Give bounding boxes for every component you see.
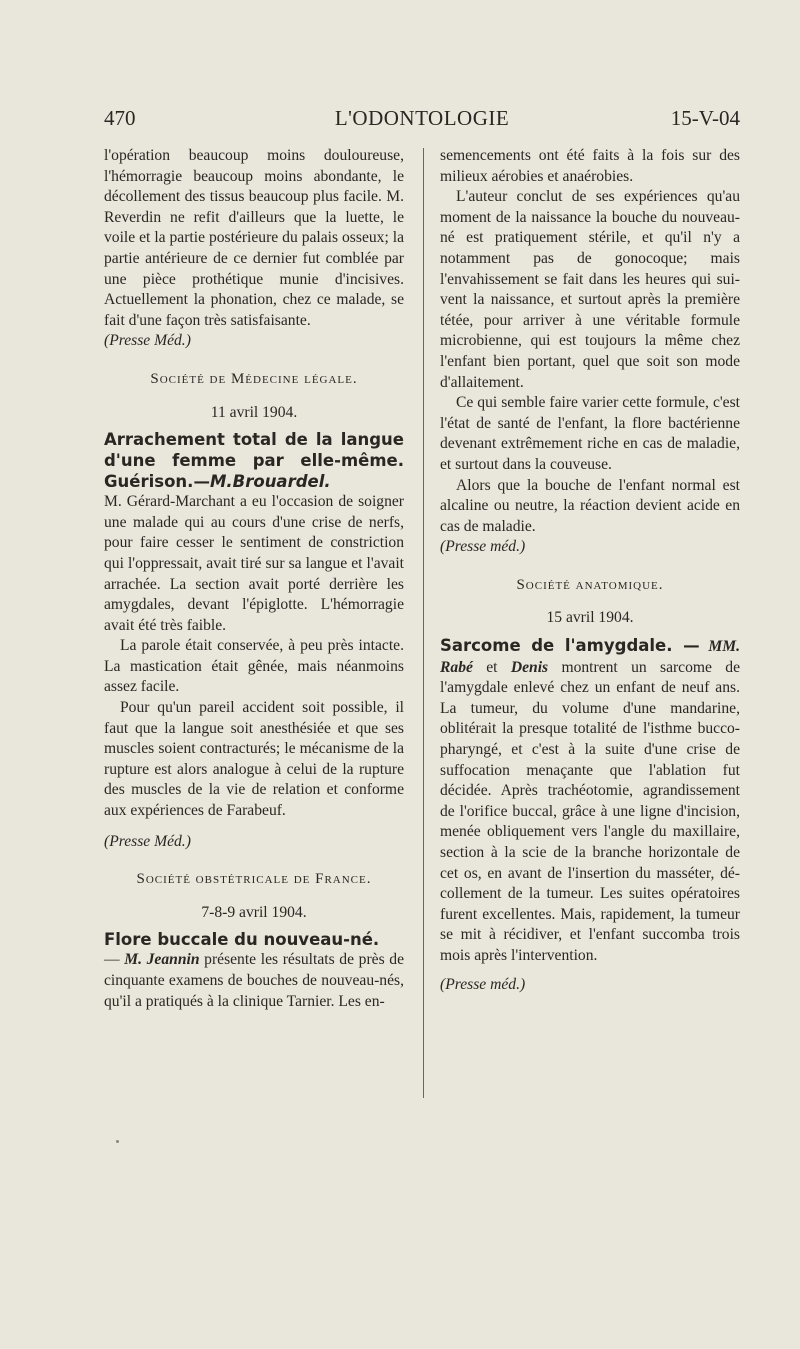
source-citation: (Presse Méd.) bbox=[104, 832, 191, 850]
column-divider bbox=[423, 148, 424, 1098]
source-citation: (Presse méd.) bbox=[440, 975, 526, 993]
journal-title: L'ODONTOLOGIE bbox=[334, 106, 510, 130]
paragraph: L'auteur conclut de ses expériences qu'au moment de la naissance la bouche du nouveau-né est pratiquement stérile, et qu'il n'y a notamment pas de gonocoque; mais l'envahissement se fait dans les heures qui suivent la naissance, et surtout après la première tétée, pour arriver à une véritable formule microbienne, qui est toujours la même chez l'enfant bien portant, quel que soit son mode d'allaitement. bbox=[440, 188, 740, 391]
article-title: Flore buccale du nouveau-né. bbox=[104, 930, 380, 950]
session-date: 15 avril 1904. bbox=[546, 609, 634, 627]
paragraph: semencements ont été faits à la fois sur des milieux aérobies et anaérobies. bbox=[440, 147, 740, 185]
author-name: M.Brouardel. bbox=[209, 472, 331, 492]
session-date: 11 avril 1904. bbox=[210, 403, 298, 421]
author-name: MM. Rabé bbox=[440, 638, 740, 676]
page-number: 470 bbox=[104, 106, 136, 130]
society-heading: Société obstétricale de France. bbox=[136, 871, 372, 888]
paragraph: Alors que la bouche de l'enfant normal est alcaline ou neutre, la réaction devient acide en cas de maladie. bbox=[440, 476, 740, 535]
paragraph: M. Gérard-Marchant a eu l'occasion de soigner une malade qui au cours d'une crise de nerfs, pour faire cesser le sentiment de constriction qui l'oppressait, avait tiré sur sa langue et l'avait arrachée. La section avait porté derrière les amygdales, devant l'épiglotte. L'hémorragie avait été très faible. bbox=[104, 493, 404, 634]
source-citation: (Presse méd.) bbox=[440, 538, 526, 556]
source-citation: (Presse Méd.) bbox=[104, 332, 191, 350]
issue-date: 15-V-04 bbox=[670, 106, 740, 130]
page-header bbox=[104, 106, 740, 136]
article-title: Sarcome de l'amygdale. — bbox=[440, 636, 700, 656]
article-title: Arrachement total de la langue d'une femme par elle-même. Guérison.—M.Brouardel. bbox=[104, 430, 404, 492]
paragraph: La parole était conservée, à peu près intacte. La mastication était gênée, mais néanmoins assez facile. bbox=[104, 637, 404, 696]
print-speck bbox=[116, 1140, 119, 1143]
paragraph: Sarcome de l'amygdale. — MM. Rabé et Denis montrent un sarcome de l'amygdale enlevé chez un enfant de neuf ans. La tumeur, du volume d'une mandarine, oblitérait la presque totalité de l'isthme bucco-pharyngé, et c'est à la suite d'une crise de suffocation menaçante que l'ablation fut décidée. Après trachéotomie, agrandissement de l'orifice buccal, grâce à une ligne d'incision, menée obliquement vers l'angle du maxillaire, section à la scie de la branche horizontale de cet os, en avant de l'insertion du masséter, décollement de la tumeur. Les suites opératoires furent excellentes. Mais, rapidement, la tumeur se mit à récidiver, et l'enfant succomba trois mois après l'intervention. bbox=[440, 636, 740, 964]
paragraph: l'opération beaucoup moins douloureuse, l'hémorragie beaucoup moins abondante, le décollement des tissus beaucoup plus facile. M. Reverdin ne refit d'ailleurs que la luette, le voile et la partie postérieure du palais osseux; la partie antérieure de ce dernier fut comblée par une pièce prothétique munie d'incisives. Actuellement la phonation, chez ce malade, se fait d'une façon très satisfaisante. bbox=[104, 147, 404, 329]
paragraph: Ce qui semble faire varier cette formule, c'est l'état de santé de l'enfant, la flore bactérienne devenant extrêmement riche en cas de maladie, et surtout dans la couveuse. bbox=[440, 394, 740, 473]
paragraph: Pour qu'un pareil accident soit possible, il faut que la langue soit anesthésiée et que ses muscles soient contracturés; le mécanisme de la rupture est alors analogue à celui de la rupture des muscles de la vie de relation et conforme aux expériences de Farabeuf. bbox=[104, 699, 404, 820]
author-name: Denis bbox=[510, 658, 549, 676]
left-column bbox=[104, 146, 404, 1012]
right-column bbox=[440, 146, 740, 995]
society-heading: Société anatomique. bbox=[516, 576, 664, 593]
session-date: 7-8-9 avril 1904. bbox=[201, 903, 307, 921]
society-heading: Société de Médecine légale. bbox=[150, 370, 358, 387]
author-name: M. Jeannin bbox=[124, 951, 200, 969]
paragraph: — M. Jeannin présente les résultats de près de cinquante examens de bouches de nouveau-nés, qu'il a pratiqués à la clinique Tarnier. Les en- bbox=[104, 951, 405, 1010]
